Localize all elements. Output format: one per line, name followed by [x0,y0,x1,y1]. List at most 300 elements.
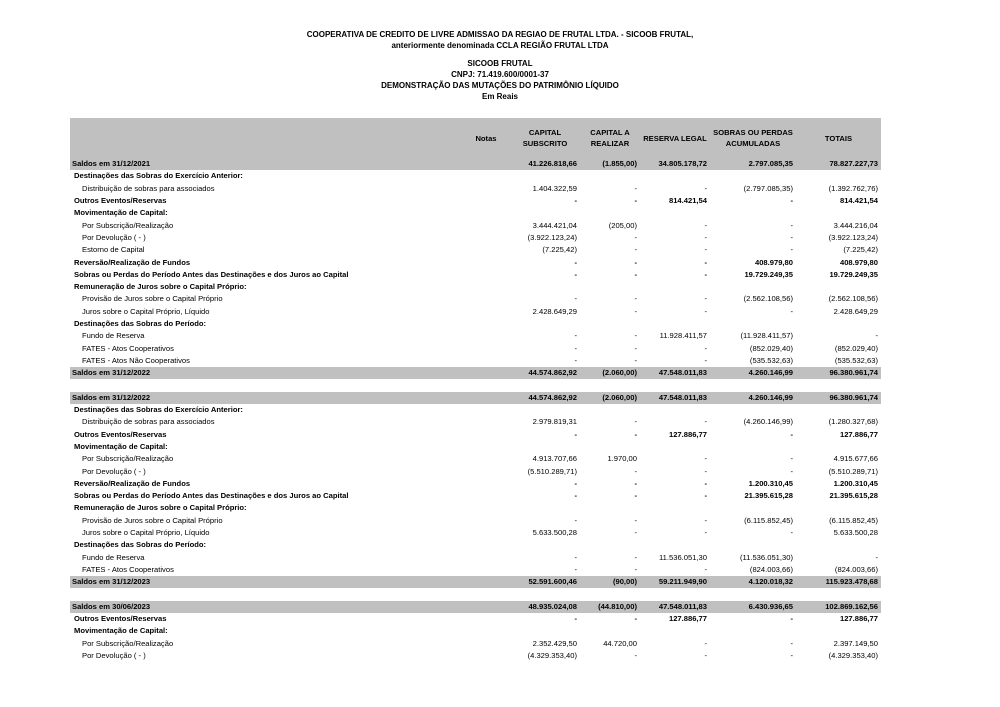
cnpj: CNPJ: 71.419.600/0001-37 [451,70,549,79]
row-capital-a-realizar [580,588,640,600]
row-notas [462,219,510,231]
row-capital-subscrito: (3.922.123,24) [527,232,577,242]
company-former-name: anteriormente denominada CCLA REGIÃO FRUTAL LTDA [391,41,609,50]
row-description: Saldos em 31/12/2022 [70,367,462,379]
row-description: Provisão de Juros sobre o Capital Próprio [82,294,223,304]
row-notas [462,404,510,416]
row-totais: 4.915.677,66 [833,454,878,464]
header-sobras: SOBRAS OU PERDAS ACUMULADAS [710,118,796,158]
row-capital-a-realizar: - [634,343,637,353]
row-totais: 2.397.149,50 [833,638,878,648]
table-row [70,613,881,625]
row-notas [462,269,510,281]
row-totais [796,404,881,416]
row-capital-subscrito: - [574,564,577,574]
row-sobras: 19.729.249,35 [744,269,793,279]
row-reserva-legal: - [704,515,707,525]
row-description: FATES - Atos Cooperativos [82,564,174,574]
row-notas [462,638,510,650]
balance-row [70,367,881,379]
spacer-row [70,588,881,600]
balance-row [70,392,881,404]
row-sobras: 408.979,80 [754,257,793,267]
row-reserva-legal [640,539,710,551]
table-row [70,330,881,342]
row-capital-subscrito: 5.633.500,28 [532,528,577,538]
row-description: Saldos em 31/12/2023 [70,576,462,588]
row-reserva-legal: - [704,478,707,488]
row-description: Juros sobre o Capital Próprio, Líquido [82,528,210,538]
row-totais [796,539,881,551]
balance-row [70,601,881,613]
row-capital-a-realizar [580,441,640,453]
row-totais [796,170,881,182]
table-row [70,564,881,576]
row-totais: (1.280.327,68) [828,417,878,427]
row-reserva-legal: 127.886,77 [668,429,707,439]
row-notas [462,453,510,465]
header-description [70,118,462,158]
row-totais: 814.421,54 [839,196,878,206]
row-description: Movimentação de Capital: [74,208,168,218]
currency-note: Em Reais [481,92,519,101]
row-totais [796,318,881,330]
row-sobras [710,281,796,293]
row-capital-a-realizar [580,170,640,182]
row-notas [462,379,510,391]
row-notas [462,416,510,428]
row-capital-a-realizar: - [634,478,637,488]
row-capital-subscrito: 44.574.862,92 [510,367,580,379]
row-notas [462,625,510,637]
row-totais: 127.886,77 [839,429,878,439]
row-sobras: (2.797.085,35) [743,183,793,193]
row-description: Por Devolução ( - ) [82,232,146,242]
row-capital-subscrito: 2.428.649,29 [532,306,577,316]
row-notas [462,490,510,502]
row-reserva-legal: 11.928.411,57 [659,331,707,341]
row-description: Provisão de Juros sobre o Capital Próprio [82,515,223,525]
row-sobras: - [790,454,793,464]
row-capital-subscrito: - [574,491,577,501]
row-capital-subscrito: 52.591.600,46 [510,576,580,588]
row-capital-subscrito [510,170,580,182]
row-description: Destinações das Sobras do Exercício Anterior: [74,171,243,181]
row-reserva-legal [640,207,710,219]
row-capital-subscrito: 41.226.818,66 [510,158,580,170]
row-sobras: 4.260.146,99 [710,392,796,404]
table-row [70,552,881,564]
row-reserva-legal: 814.421,54 [668,196,707,206]
row-description: Juros sobre o Capital Próprio, Líquido [82,306,210,316]
row-capital-a-realizar: (205,00) [608,220,637,230]
row-notas [462,367,510,379]
row-description: Fundo de Reserva [82,552,145,562]
trade-name: SICOOB FRUTAL [467,59,533,68]
row-capital-a-realizar [580,281,640,293]
row-description: FATES - Atos Cooperativos [82,343,174,353]
row-description [70,588,462,600]
row-totais: (824.003,66) [834,564,878,574]
balance-row [70,576,881,588]
row-capital-subscrito: (4.329.353,40) [527,651,577,661]
row-capital-subscrito: 2.352.429,50 [532,638,577,648]
row-capital-a-realizar: - [634,564,637,574]
row-sobras: 21.395.615,28 [744,491,793,501]
row-reserva-legal [640,625,710,637]
row-capital-a-realizar: - [634,331,637,341]
row-totais: (7.225,42) [843,245,878,255]
row-reserva-legal: 11.536.051,30 [659,552,707,562]
row-notas [462,564,510,576]
row-totais: 5.633.500,28 [833,528,878,538]
row-sobras: 1.200.310,45 [748,478,793,488]
row-capital-subscrito: (7.225,42) [542,245,577,255]
row-description: Saldos em 31/12/2022 [70,392,462,404]
row-reserva-legal: - [704,638,707,648]
row-capital-a-realizar [580,404,640,416]
row-description: Saldos em 30/06/2023 [70,601,462,613]
row-sobras [710,318,796,330]
row-sobras: - [790,429,793,439]
table-row [70,638,881,650]
header-totais: TOTAIS [796,118,881,158]
row-sobras: - [790,306,793,316]
row-reserva-legal: - [704,466,707,476]
row-description: Destinações das Sobras do Período: [74,319,207,328]
row-capital-a-realizar: (90,00) [580,576,640,588]
table-row [70,232,881,244]
row-notas [462,256,510,268]
row-notas [462,355,510,367]
table-row [70,502,881,514]
row-totais: (6.115.852,45) [829,515,878,525]
row-reserva-legal: - [704,651,707,661]
table-row [70,318,881,330]
table-row [70,650,881,662]
row-description: Por Devolução ( - ) [82,651,146,661]
row-notas [462,588,510,600]
row-sobras: - [790,651,793,661]
row-sobras [710,588,796,600]
row-capital-a-realizar [580,207,640,219]
row-capital-subscrito [510,502,580,514]
row-reserva-legal: - [704,183,707,193]
row-capital-a-realizar: - [634,651,637,661]
row-description: Movimentação de Capital: [74,441,168,451]
row-capital-a-realizar: - [634,528,637,538]
table-row [70,625,881,637]
row-notas [462,576,510,588]
row-capital-subscrito: - [574,343,577,353]
row-capital-subscrito [510,281,580,293]
row-sobras: (824.003,66) [749,564,793,574]
row-sobras: - [790,245,793,255]
row-capital-subscrito: - [574,614,577,624]
row-totais: 115.923.478,68 [796,576,881,588]
row-notas [462,232,510,244]
report-company-header [0,29,1000,51]
row-reserva-legal: 34.805.178,72 [640,158,710,170]
row-totais: (852.029,40) [834,343,878,353]
row-capital-a-realizar: (2.060,00) [580,367,640,379]
row-description: Outros Eventos/Reservas [74,614,167,624]
row-totais: 3.444.216,04 [833,220,878,230]
row-totais: 1.200.310,45 [833,478,878,488]
row-capital-subscrito: 3.444.421,04 [532,220,577,230]
row-capital-a-realizar [580,379,640,391]
row-notas [462,195,510,207]
row-notas [462,441,510,453]
row-notas [462,552,510,564]
table-row [70,416,881,428]
row-notas [462,183,510,195]
header-reserva-legal: RESERVA LEGAL [640,118,710,158]
row-totais: 96.380.961,74 [796,367,881,379]
row-capital-a-realizar: - [634,417,637,427]
row-sobras [710,539,796,551]
row-capital-a-realizar: (2.060,00) [580,392,640,404]
row-totais [796,281,881,293]
row-totais [796,588,881,600]
row-totais: (5.510.289,71) [828,466,878,476]
row-capital-a-realizar: 44.720,00 [603,638,637,648]
balance-row [70,158,881,170]
row-capital-a-realizar: - [634,196,637,206]
row-reserva-legal: - [704,294,707,304]
row-sobras: 2.797.085,35 [710,158,796,170]
row-description: Reversão/Realização de Fundos [74,478,191,488]
row-capital-subscrito [510,318,580,330]
row-sobras: - [790,614,793,624]
row-capital-a-realizar [580,502,640,514]
table-row [70,490,881,502]
row-description: Distribuição de sobras para associados [82,417,215,427]
row-sobras: 4.120.018,32 [710,576,796,588]
row-sobras: - [790,220,793,230]
row-notas [462,502,510,514]
header-capital-subscrito: CAPITAL SUBSCRITO [510,118,580,158]
table-row [70,244,881,256]
table-row [70,342,881,354]
table-header-row [70,118,881,158]
row-description: Movimentação de Capital: [74,626,168,636]
row-reserva-legal [640,588,710,600]
row-notas [462,306,510,318]
row-capital-a-realizar: - [634,466,637,476]
row-sobras: - [790,232,793,242]
row-reserva-legal: - [704,355,707,365]
table-row [70,355,881,367]
row-totais: 21.395.615,28 [829,491,878,501]
row-reserva-legal: 47.548.011,83 [640,392,710,404]
table-row [70,465,881,477]
row-reserva-legal [640,281,710,293]
row-description: Outros Eventos/Reservas [74,429,167,439]
row-reserva-legal: - [704,454,707,464]
row-description: Por Subscrição/Realização [82,220,174,230]
row-reserva-legal [640,379,710,391]
row-capital-a-realizar: (44.810,00) [580,601,640,613]
table-row [70,281,881,293]
row-totais: (2.562.108,56) [828,294,878,304]
row-totais: (3.922.123,24) [828,232,878,242]
row-totais: 127.886,77 [839,614,878,624]
row-sobras [710,502,796,514]
row-notas [462,281,510,293]
row-reserva-legal: - [704,269,707,279]
equity-changes-table [70,118,881,662]
row-notas [462,465,510,477]
row-capital-a-realizar [580,539,640,551]
row-capital-a-realizar: - [634,552,637,562]
row-capital-subscrito [510,379,580,391]
row-capital-a-realizar: - [634,232,637,242]
row-capital-subscrito: 4.913.707,66 [532,454,577,464]
row-notas [462,244,510,256]
row-totais: (535.532,63) [834,355,878,365]
row-reserva-legal [640,318,710,330]
row-capital-subscrito [510,441,580,453]
row-reserva-legal: - [704,564,707,574]
table-row [70,539,881,551]
header-notas: Notas [462,118,510,158]
row-description: Reversão/Realização de Fundos [74,257,191,267]
row-sobras: (535.532,63) [749,355,793,365]
row-notas [462,515,510,527]
table-row [70,183,881,195]
row-sobras [710,379,796,391]
row-capital-subscrito [510,207,580,219]
row-capital-a-realizar: - [634,183,637,193]
row-description: Remuneração de Juros sobre o Capital Próprio: [74,282,247,292]
row-description: Sobras ou Perdas do Período Antes das Destinações e dos Juros ao Capital [74,269,349,279]
row-notas [462,539,510,551]
row-capital-a-realizar: - [634,355,637,365]
row-reserva-legal: - [704,220,707,230]
row-capital-subscrito: - [574,478,577,488]
row-totais: 408.979,80 [839,257,878,267]
table-row [70,404,881,416]
row-notas [462,330,510,342]
row-capital-a-realizar: (1.855,00) [580,158,640,170]
row-totais: (1.392.762,76) [828,183,878,193]
row-capital-subscrito [510,625,580,637]
row-description: Destinações das Sobras do Exercício Anterior: [74,405,243,415]
row-description: Distribuição de sobras para associados [82,183,215,193]
row-sobras: - [790,466,793,476]
row-reserva-legal: - [704,528,707,538]
row-description [70,379,462,391]
table-row [70,256,881,268]
row-totais: 19.729.249,35 [829,269,878,279]
row-description: Destinações das Sobras do Período: [74,540,207,550]
row-reserva-legal: - [704,491,707,501]
report-title-block [0,58,1000,102]
row-notas [462,650,510,662]
row-reserva-legal [640,170,710,182]
row-reserva-legal: 47.548.011,83 [640,367,710,379]
row-sobras: 4.260.146,99 [710,367,796,379]
table-row [70,269,881,281]
row-totais: 102.869.162,56 [796,601,881,613]
table-row [70,219,881,231]
table-row [70,441,881,453]
spacer-row [70,379,881,391]
row-capital-subscrito: - [574,331,577,341]
row-totais [796,502,881,514]
row-capital-subscrito: - [574,429,577,439]
row-totais: 2.428.649,29 [833,306,878,316]
row-notas [462,527,510,539]
row-capital-subscrito [510,539,580,551]
row-capital-a-realizar: - [634,269,637,279]
header-capital-a-realizar: CAPITAL A REALIZAR [580,118,640,158]
row-notas [462,342,510,354]
row-capital-subscrito: - [574,257,577,267]
row-reserva-legal [640,404,710,416]
row-notas [462,429,510,441]
row-sobras: (4.260.146,99) [743,417,793,427]
table-row [70,515,881,527]
row-description: Por Subscrição/Realização [82,638,174,648]
row-reserva-legal: - [704,306,707,316]
company-name: COOPERATIVA DE CREDITO DE LIVRE ADMISSAO DA REGIAO DE FRUTAL LTDA. - SICOOB FRUTAL, [306,30,694,39]
table-row [70,306,881,318]
row-reserva-legal: - [704,245,707,255]
row-sobras: (11.536.051,30) [739,552,793,562]
row-totais: (4.329.353,40) [828,651,878,661]
row-sobras [710,207,796,219]
row-capital-subscrito: 48.935.024,08 [510,601,580,613]
row-notas [462,601,510,613]
table-row [70,195,881,207]
row-capital-subscrito: - [574,515,577,525]
row-description: Sobras ou Perdas do Período Antes das Destinações e dos Juros ao Capital [74,491,349,501]
row-capital-subscrito: 1.404.322,59 [532,183,577,193]
table-row [70,527,881,539]
row-capital-a-realizar [580,625,640,637]
row-capital-subscrito [510,404,580,416]
row-description: Por Devolução ( - ) [82,466,146,476]
row-sobras: - [790,638,793,648]
row-sobras: (852.029,40) [749,343,793,353]
row-reserva-legal: - [704,257,707,267]
row-capital-subscrito: - [574,355,577,365]
row-capital-subscrito: - [574,269,577,279]
row-sobras: (11.928.411,57) [740,331,793,341]
row-notas [462,158,510,170]
table-row [70,453,881,465]
row-reserva-legal: - [704,232,707,242]
row-notas [462,170,510,182]
row-capital-a-realizar [580,318,640,330]
row-sobras [710,404,796,416]
row-totais [796,379,881,391]
row-description: Fundo de Reserva [82,331,145,341]
row-capital-subscrito: (5.510.289,71) [527,466,577,476]
row-notas [462,613,510,625]
row-capital-subscrito: 2.979.819,31 [532,417,577,427]
row-description: Outros Eventos/Reservas [74,196,167,206]
row-sobras [710,625,796,637]
row-notas [462,478,510,490]
row-notas [462,293,510,305]
row-sobras: (6.115.852,45) [744,515,793,525]
row-reserva-legal: 59.211.949,90 [640,576,710,588]
row-sobras: 6.430.936,65 [710,601,796,613]
row-capital-subscrito: - [574,294,577,304]
